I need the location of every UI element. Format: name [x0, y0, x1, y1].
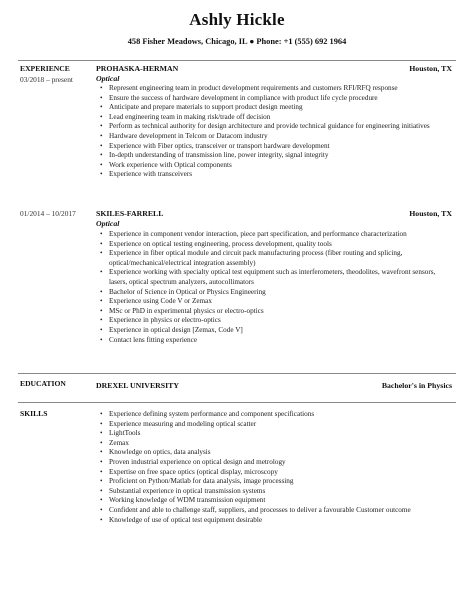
bullet-item: • Experience using Code V or Zemax: [96, 297, 448, 307]
bullet-item: • Ensure the success of hardware development in compliance with product life cycle procedure: [96, 94, 448, 104]
job-bullets: [96, 84, 448, 180]
bullet-item: • Hardware development in Telcom or Datacom industry: [96, 132, 448, 142]
job-location: Houston, TX: [409, 209, 452, 218]
bullet-item: • Experience in component vendor interaction, piece part specification, and performance characterization: [96, 230, 448, 240]
bullet-item: • Work experience with Optical components: [96, 161, 448, 171]
section-divider: [18, 373, 456, 374]
job-dates: 03/2018 – present: [20, 75, 73, 84]
skill-item: • Working knowledge of WDM transmission equipment: [96, 496, 448, 506]
job-dates: 01/2014 – 10/2017: [20, 209, 76, 218]
job-title: Optical: [96, 219, 120, 228]
skill-item: • Knowledge on optics, data analysis: [96, 448, 448, 458]
degree: Bachelor's in Physics: [381, 381, 452, 390]
bullet-item: • MSc or PhD in experimental physics or electro-optics: [96, 307, 448, 317]
bullet-item: • Experience in fiber optical module and circuit pack manufacturing process (fiber routing and splicing, optical/mechanical/electrical integration assembly): [96, 249, 448, 268]
experience-section-label: EXPERIENCE: [20, 64, 70, 73]
employer-name: PROHASKA-HERMAN: [96, 64, 179, 73]
bullet-item: • Experience in physics or electro-optics: [96, 316, 448, 326]
education-section-label: EDUCATION: [20, 379, 66, 388]
skill-item: • Expertise on free space optics (optical display, microscopy: [96, 468, 448, 478]
skill-item: • Experience measuring and modeling optical scatter: [96, 420, 448, 430]
employer-name: SKILES-FARRELL: [96, 209, 164, 218]
bullet-item: • Represent engineering team in product development requirements and customers RFI/RFQ response: [96, 84, 448, 94]
bullet-item: • Experience in optical design [Zemax, Code V]: [96, 326, 448, 336]
skill-item: • LightTools: [96, 429, 448, 439]
bullet-item: • Anticipate and prepare materials to support product design meeting: [96, 103, 448, 113]
bullet-item: • In-depth understanding of transmission line, power integrity, signal integrity: [96, 151, 448, 161]
job-title: Optical: [96, 74, 120, 83]
bullet-item: • Contact lens fitting experience: [96, 336, 448, 346]
job-bullets: [96, 230, 448, 345]
bullet-item: • Perform as technical authority for design architecture and provide technical guidance for engineering initiatives: [96, 122, 448, 132]
section-divider: [18, 402, 456, 403]
bullet-item: • Experience on optical testing engineering, process development, quality tools: [96, 240, 448, 250]
skill-item: • Substantial experience in optical transmission systems: [96, 487, 448, 497]
skill-item: • Proven industrial experience on optical design and metrology: [96, 458, 448, 468]
candidate-name: Ashly Hickle: [189, 10, 285, 29]
job-location: Houston, TX: [409, 64, 452, 73]
skill-item: • Experience defining system performance and component specifications: [96, 410, 448, 420]
bullet-item: • Bachelor of Science in Optical or Physics Engineering: [96, 288, 448, 298]
skills-section-label: SKILLS: [20, 409, 48, 418]
contact-line: 458 Fisher Meadows, Chicago, IL ● Phone: +1 (555) 692 1964: [127, 37, 347, 46]
bullet-item: • Experience with transceivers: [96, 170, 448, 180]
section-divider: [18, 60, 456, 61]
skills-list: [96, 410, 448, 525]
skill-item: • Proficient on Python/Matlab for data analysis, image processing: [96, 477, 448, 487]
bullet-item: • Experience working with specialty optical test equipment such as interferometers, theodolites, wavefront sensors, lasers, optical spectrum analyzers, autocollimators: [96, 268, 448, 287]
skill-item: • Confident and able to challenge staff, suppliers, and processes to deliver a favourable Customer outcome: [96, 506, 448, 516]
skill-item: • Knowledge of use of optical test equipment desirable: [96, 516, 448, 526]
school-name: DREXEL UNIVERSITY: [96, 381, 179, 390]
bullet-item: • Experience with Fiber optics, transceiver or transport hardware development: [96, 142, 448, 152]
bullet-item: • Lead engineering team in making risk/trade off decision: [96, 113, 448, 123]
skill-item: • Zemax: [96, 439, 448, 449]
